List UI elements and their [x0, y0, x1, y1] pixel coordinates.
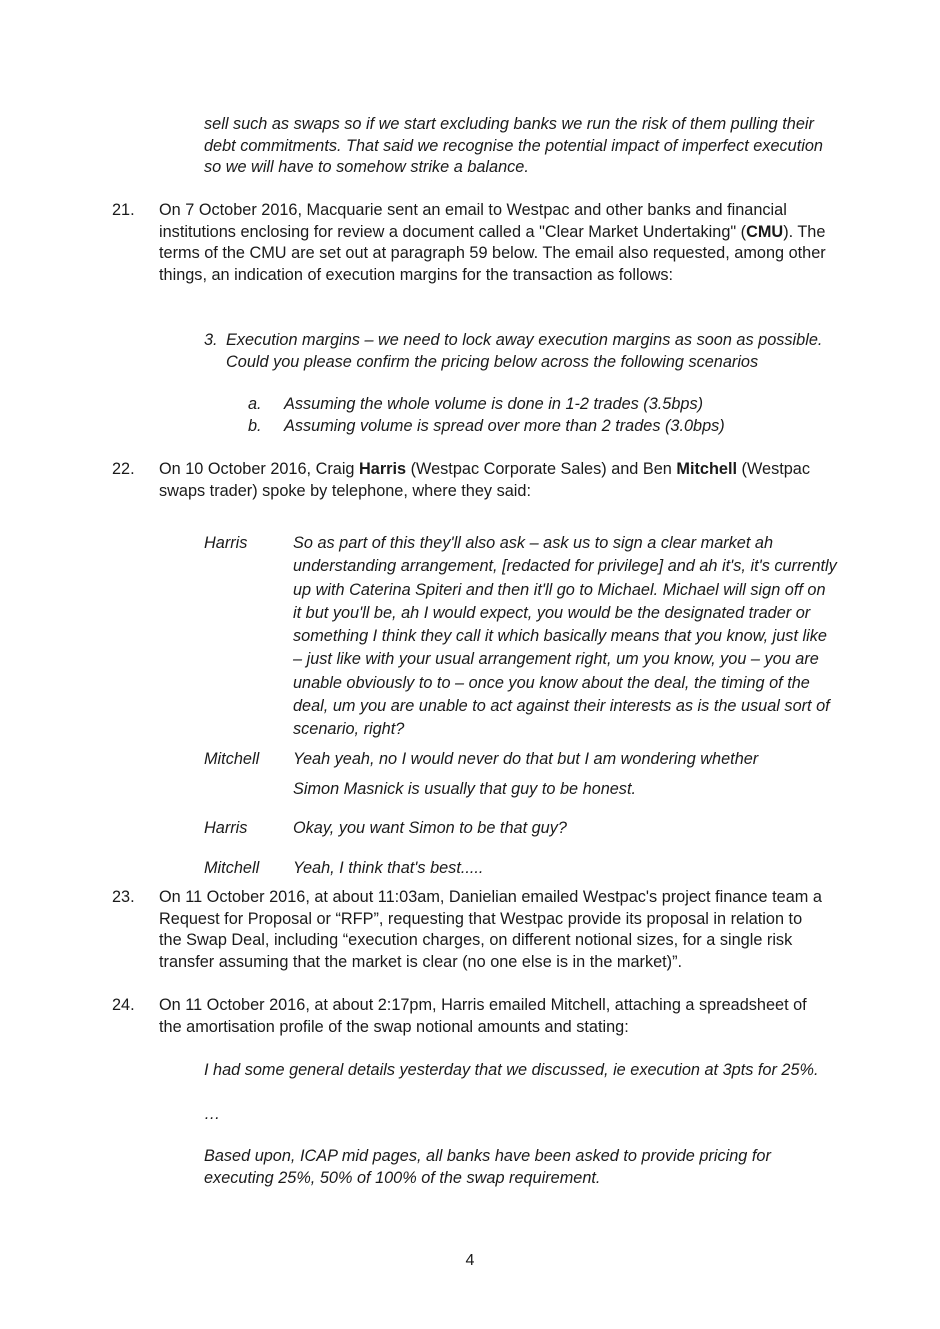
- paragraph-text: (Westpac swaps trader) spoke by telephone, where they said:: [159, 460, 811, 500]
- paragraph-body: On 11 October 2016, at about 2:17pm, Harris emailed Mitchell, attaching a spreadsheet of the amortisation profile of the swap notional amounts and stating:: [159, 996, 807, 1036]
- sub-item-text: Assuming the whole volume is done in 1-2 trades (3.5bps): [284, 395, 704, 413]
- page-number: 4: [465, 1252, 475, 1269]
- email-quote-2: Based upon, ICAP mid pages, all banks have been asked to provide pricing for executing 25%, 50% of 100% of the swap requirement.: [204, 1147, 771, 1187]
- transcript-line: Simon Masnick is usually that guy to be honest.: [293, 780, 636, 798]
- list-number: 3.: [204, 331, 218, 349]
- paragraph-body: [159, 459, 829, 502]
- list-text: Execution margins – we need to lock away execution margins as soon as possible. Could you please confirm the pricing below across the following scenarios: [226, 331, 823, 371]
- transcript-speaker: Harris: [204, 534, 248, 552]
- paragraph-text: ). The terms of the CMU are set out at paragraph 59 below. The email also requested, among other things, an indication of execution margins for the transaction as follows:: [159, 222, 826, 284]
- transcript-line: Okay, you want Simon to be that guy?: [293, 819, 567, 837]
- transcript-speaker: Mitchell: [204, 750, 260, 768]
- transcript-speaker: Mitchell: [204, 859, 260, 877]
- email-quote-1: I had some general details yesterday that we discussed, ie execution at 3pts for 25%.: [204, 1061, 819, 1079]
- sub-item-text: Assuming volume is spread over more than 2 trades (3.0bps): [284, 417, 725, 435]
- sub-item-letter: b.: [248, 417, 262, 435]
- paragraph-number: 23.: [112, 888, 135, 906]
- defined-term: Mitchell: [676, 460, 738, 478]
- paragraph-body: [159, 200, 829, 286]
- intro-quote: sell such as swaps so if we start excluding banks we run the risk of them pulling their debt commitments. That said we recognise the potential impact of imperfect execution so we will have to somehow strike a balance.: [204, 115, 823, 176]
- defined-term: CMU: [746, 222, 784, 241]
- paragraph-text: On 7 October 2016, Macquarie sent an email to Westpac and other banks and financial institutions enclosing for review a document called a "Clear Market Undertaking" (: [159, 201, 787, 241]
- sub-item-letter: a.: [248, 395, 262, 413]
- quote-ellipsis: …: [204, 1105, 221, 1123]
- defined-term: Harris: [359, 460, 407, 478]
- transcript-speaker: Harris: [204, 819, 248, 837]
- transcript-line: Yeah yeah, no I would never do that but I am wondering whether: [293, 750, 759, 768]
- paragraph-number: 24.: [112, 996, 135, 1014]
- paragraph-text: On 10 October 2016, Craig: [159, 460, 360, 478]
- paragraph-number: 21.: [112, 201, 135, 219]
- paragraph-body: On 11 October 2016, at about 11:03am, Danielian emailed Westpac's project finance team a Request for Proposal or “RFP”, requesting that Westpac provide its proposal in relation to the Swap Deal, including “execution charges, on different notional sizes, for a single risk transfer assuming that the market is clear (no one else is in the market)”.: [159, 888, 822, 971]
- transcript-line: So as part of this they'll also ask – ask us to sign a clear market ah understanding arrangement, [redacted for privilege] and ah it's, it's currently up with Caterina Spiteri and then it'll go to Michael. Michael will sign off on it but you'll be, ah I would expect, you would be the designated trader or something I think they call it which basically means that you know, just like – just like with your usual arrangement right, um you know, you – you are unable obviously to to – once you know about the deal, the timing of the deal, um you are unable to act against their interests as is the usual sort of scenario, right?: [293, 534, 837, 739]
- transcript-line: Yeah, I think that's best.....: [293, 859, 484, 877]
- paragraph-text: (Westpac Corporate Sales) and Ben: [406, 460, 677, 478]
- paragraph-number: 22.: [112, 460, 135, 478]
